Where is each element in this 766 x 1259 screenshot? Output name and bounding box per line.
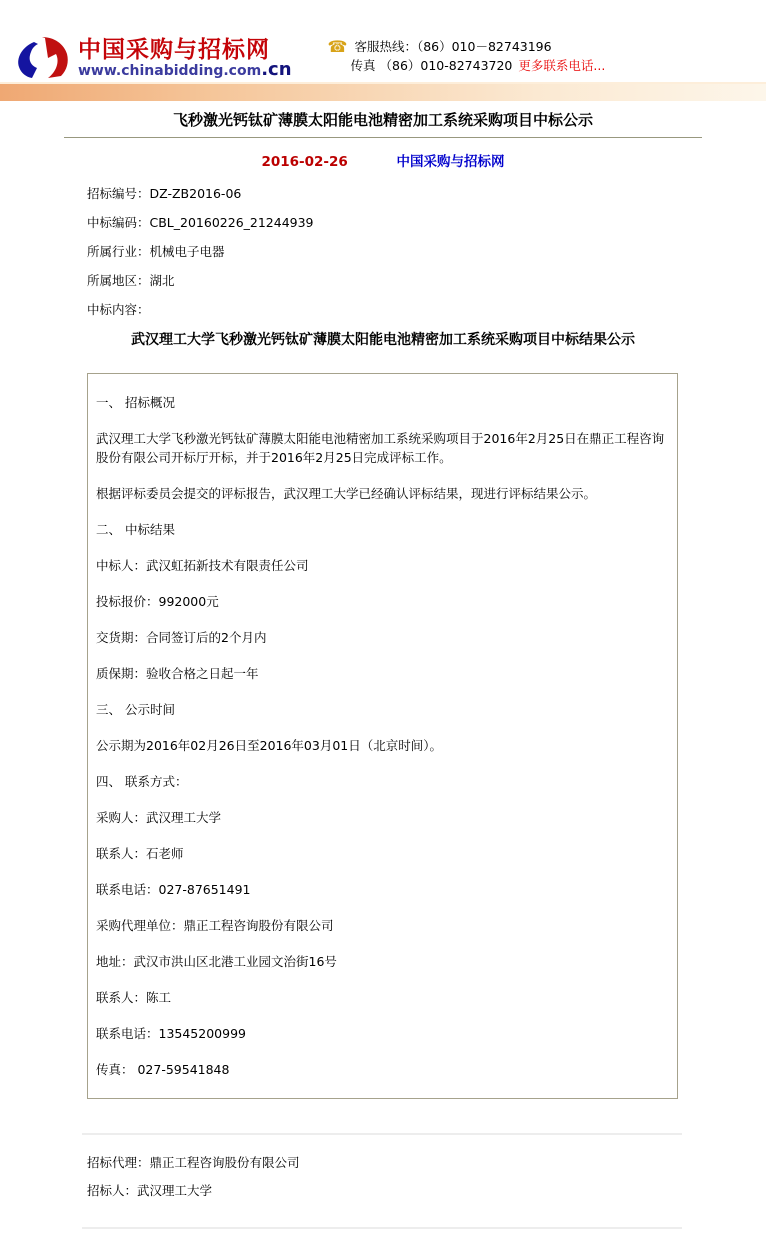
- meta-line-industry: 所属行业：机械电子电器: [87, 244, 225, 259]
- section-heading-overview: 一、 招标概况: [96, 395, 175, 410]
- notice-paragraph-warranty: 质保期：验收合格之日起一年: [96, 666, 259, 681]
- site-header: [0, 0, 766, 80]
- hotline-text: 客服热线：（86）010－82743196: [354, 39, 552, 54]
- section-heading-period: 三、 公示时间: [96, 702, 175, 717]
- notice-paragraph-agency-contact: 联系人：陈工: [96, 990, 172, 1005]
- result-subtitle: 武汉理工大学飞秒激光钙钛矿薄膜太阳能电池精密加工系统采购项目中标结果公示: [131, 332, 635, 348]
- notice-paragraph-winner: 中标人：武汉虹拓新技术有限责任公司: [96, 558, 309, 573]
- telephone-icon: ☎: [327, 36, 348, 56]
- source-site-link[interactable]: 中国采购与招标网: [396, 154, 505, 170]
- meta-line-region: 所属地区：湖北: [87, 273, 175, 288]
- footer-divider-bottom: [82, 1227, 682, 1229]
- meta-line-content-label: 中标内容：: [87, 302, 150, 317]
- notice-paragraph-delivery: 交货期：合同签订后的2个月内: [96, 630, 267, 645]
- page-title: 飞秒激光钙钛矿薄膜太阳能电池精密加工系统采购项目中标公示: [172, 111, 593, 129]
- footer-agent-line: 招标代理：鼎正工程咨询股份有限公司: [87, 1155, 300, 1170]
- section-heading-contact: 四、 联系方式：: [96, 774, 188, 789]
- date-source-row: [0, 154, 766, 170]
- notice-paragraph-address: 地址：武汉市洪山区北港工业园文治街16号: [96, 954, 337, 969]
- notice-content-box: [87, 373, 678, 1099]
- notice-paragraph: 武汉理工大学飞秒激光钙钛矿薄膜太阳能电池精密加工系统采购项目于2016年2月25日在鼎正工程咨询股份有限公司开标厅开标，并于2016年2月25日完成评标工作。: [96, 431, 665, 465]
- fax-row: [328, 56, 606, 75]
- section-heading-result: 二、 中标结果: [96, 522, 175, 537]
- more-contacts-link[interactable]: 更多联系电话...: [518, 58, 606, 73]
- site-logo[interactable]: [13, 36, 292, 81]
- meta-line-bid-number: 招标编号：DZ-ZB2016-06: [87, 186, 242, 201]
- notice-paragraph-period: 公示期为2016年02月26日至2016年03月01日（北京时间）。: [96, 738, 442, 753]
- fax-text: 传真 （86）010-82743720: [350, 58, 513, 73]
- title-divider: [64, 137, 702, 138]
- logo-text: [78, 38, 292, 79]
- meta-line-award-code: 中标编码：CBL_20160226_21244939: [87, 215, 314, 230]
- footer-divider-top: [82, 1133, 682, 1135]
- logo-url-suffix: .cn: [261, 59, 292, 80]
- notice-paragraph-agency-phone: 联系电话：13545200999: [96, 1026, 246, 1041]
- notice-paragraph-purchaser: 采购人：武汉理工大学: [96, 810, 222, 825]
- header-gradient-bar: [0, 82, 766, 101]
- notice-paragraph-contact-person: 联系人：石老师: [96, 846, 184, 861]
- logo-swirl-arrows-icon: [13, 36, 71, 81]
- notice-paragraph: 根据评标委员会提交的评标报告，武汉理工大学已经确认评标结果，现进行评标结果公示。: [96, 486, 597, 501]
- footer-summary: [87, 1155, 766, 1199]
- hotline-row: [328, 37, 606, 56]
- notice-paragraph-price: 投标报价：992000元: [96, 594, 219, 609]
- logo-site-url: www.chinabidding.com.cn: [78, 59, 292, 80]
- footer-tenderee-line: 招标人：武汉理工大学: [87, 1183, 213, 1198]
- notice-paragraph-agency: 采购代理单位：鼎正工程咨询股份有限公司: [96, 918, 334, 933]
- notice-paragraph-contact-phone: 联系电话：027-87651491: [96, 882, 251, 897]
- publish-date: 2016-02-26: [261, 154, 348, 170]
- logo-site-name: 中国采购与招标网: [78, 37, 270, 63]
- notice-paragraph-fax: 传真： 027-59541848: [96, 1062, 230, 1077]
- bid-meta-list: [87, 186, 766, 318]
- header-contact-block: [328, 36, 606, 75]
